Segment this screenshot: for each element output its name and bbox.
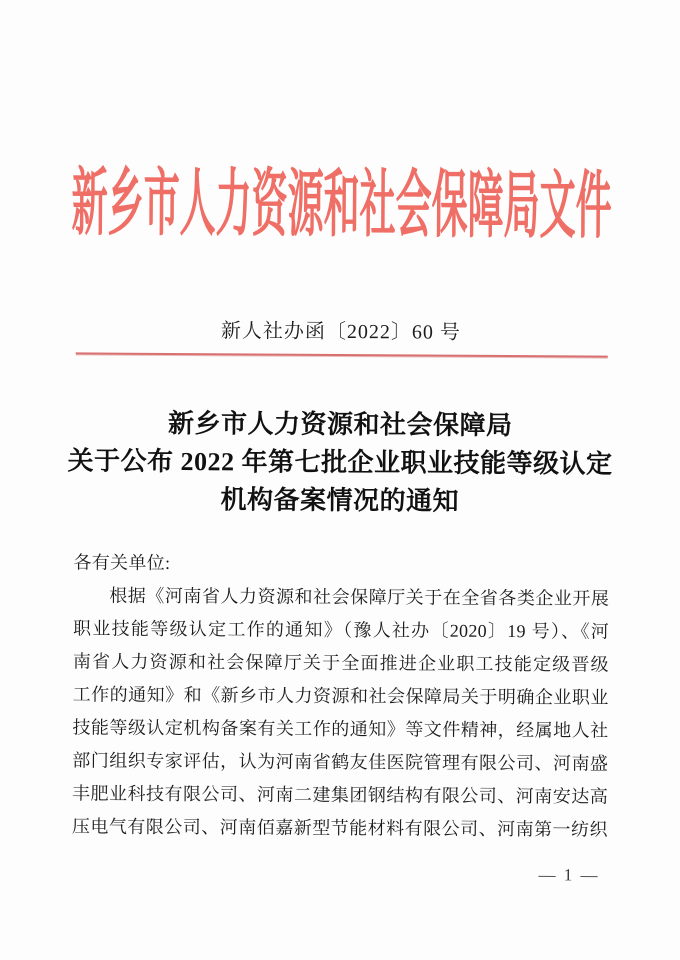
document-title-line: 新乡市人力资源和社会保障局 (167, 408, 513, 441)
salutation: 各有关单位: (73, 552, 171, 573)
document-title (0, 404, 680, 522)
document-reference-number: 新人社办函〔2022〕60 号 (220, 320, 461, 344)
red-divider-line (76, 352, 608, 357)
body-line: 技能等级认定机构备案有关工作的通知》等文件精神，经属地人社 (72, 717, 609, 741)
body-line: 职业技能等级认定工作的通知》（豫人社办〔2020〕19 号）、《河 (73, 618, 610, 642)
page-number: — 1 — (538, 865, 600, 885)
document-title-line: 关于公布 2022 年第七批企业职业技能等级认定 (67, 446, 613, 479)
body-line: 根据《河南省人力资源和社会保障厅关于在全省各类企业开展 (109, 585, 610, 609)
body-line: 工作的通知》和《新乡市人力资源和社会保障局关于明确企业职业 (72, 684, 609, 708)
agency-header-title: 新乡市人力资源和社会保障局文件 (71, 162, 612, 248)
body-line: 南省人力资源和社会保障厅关于全面推进企业职工技能定级晋级 (72, 651, 609, 675)
body-line: 压电气有限公司、河南佰嘉新型节能材料有限公司、河南第一纺织 (71, 816, 608, 840)
document-title-line: 机构备案情况的通知 (220, 485, 460, 516)
body-line: 丰肥业科技有限公司、河南二建集团钢结构有限公司、河南安达高 (72, 783, 609, 807)
body-line: 部门组织专家评估，认为河南省鹤友佳医院管理有限公司、河南盛 (72, 750, 609, 774)
document-body (72, 546, 610, 846)
